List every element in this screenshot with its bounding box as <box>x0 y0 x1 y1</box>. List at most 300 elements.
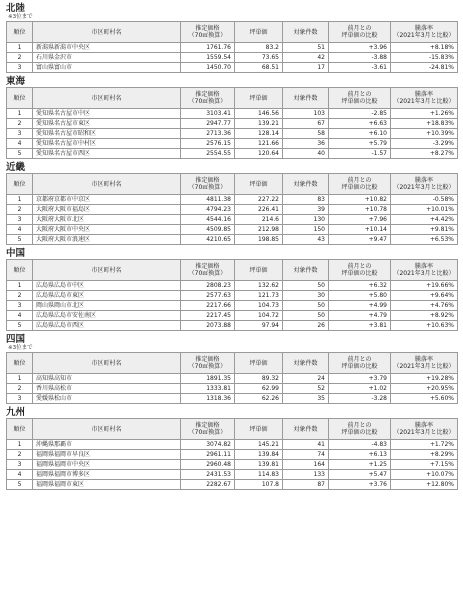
count-header <box>283 88 329 109</box>
city-header <box>33 353 181 374</box>
tsubo-cell: 83.2 <box>235 43 283 53</box>
rank-cell: 5 <box>7 480 33 490</box>
city-cell: 岡山県岡山市北区 <box>33 301 181 311</box>
tsubo-cell: 107.8 <box>235 480 283 490</box>
tsubo-cell: 62.26 <box>235 394 283 404</box>
price-header <box>181 353 235 374</box>
mom-cell: +5.79 <box>329 139 391 149</box>
price-cell: 2808.23 <box>181 281 235 291</box>
price-cell: 3074.82 <box>181 440 235 450</box>
count-cell: 41 <box>283 440 329 450</box>
rank-cell: 1 <box>7 195 33 205</box>
city-header-text: 市区町村名 <box>91 425 122 433</box>
city-cell: 福岡県福岡市東区 <box>33 480 181 490</box>
count-cell: 39 <box>283 205 329 215</box>
count-header <box>283 353 329 374</box>
rate-header <box>391 260 458 281</box>
mom-cell: +10.78 <box>329 205 391 215</box>
price-cell: 2576.15 <box>181 139 235 149</box>
tsubo-header-text: 坪単価 <box>249 180 268 188</box>
rate-cell: +19.66% <box>391 281 458 291</box>
price-cell: 1318.36 <box>181 394 235 404</box>
count-cell: 30 <box>283 291 329 301</box>
table-row <box>7 43 458 53</box>
price-cell: 2217.66 <box>181 301 235 311</box>
count-cell: 67 <box>283 119 329 129</box>
rate-cell: +10.39% <box>391 129 458 139</box>
table-row <box>7 53 458 63</box>
tsubo-cell: 120.64 <box>235 149 283 159</box>
rank-cell: 4 <box>7 470 33 480</box>
region-title: 中国 <box>6 248 26 259</box>
city-cell: 福岡県福岡市中央区 <box>33 460 181 470</box>
price-header-text: 推定価格 <box>195 177 220 184</box>
rate-cell: +8.92% <box>391 311 458 321</box>
mom-cell: -3.61 <box>329 63 391 73</box>
price-header <box>181 22 235 43</box>
rank-cell: 3 <box>7 394 33 404</box>
region-note: ※3位まで <box>8 345 33 351</box>
tsubo-cell: 139.81 <box>235 460 283 470</box>
price-header-text: （70㎡換算） <box>188 429 227 436</box>
city-cell: 石川県金沢市 <box>33 53 181 63</box>
mom-cell: -3.88 <box>329 53 391 63</box>
tsubo-cell: 139.21 <box>235 119 283 129</box>
rate-header-text: 騰落率 <box>414 177 433 184</box>
rank-cell: 3 <box>7 63 33 73</box>
rate-header-text: 騰落率 <box>414 263 433 270</box>
rank-cell: 1 <box>7 281 33 291</box>
rate-header <box>391 174 458 195</box>
rank-cell: 2 <box>7 450 33 460</box>
count-header-text: 対象件数 <box>293 266 318 274</box>
rate-header-text: （2021年3月と比較） <box>393 98 455 105</box>
rate-cell: -15.83% <box>391 53 458 63</box>
mom-cell: +6.63 <box>329 119 391 129</box>
table-row <box>7 460 458 470</box>
mom-header <box>329 419 391 440</box>
price-cell: 4509.85 <box>181 225 235 235</box>
count-cell: 50 <box>283 311 329 321</box>
count-cell: 42 <box>283 53 329 63</box>
table-row <box>7 480 458 490</box>
rate-cell: +9.64% <box>391 291 458 301</box>
price-cell: 2947.77 <box>181 119 235 129</box>
count-cell: 130 <box>283 215 329 225</box>
tsubo-header <box>235 419 283 440</box>
header-row <box>7 260 458 281</box>
mom-cell: +3.96 <box>329 43 391 53</box>
rank-cell: 2 <box>7 53 33 63</box>
rank-header-text: 順位 <box>13 359 26 367</box>
tsubo-cell: 68.51 <box>235 63 283 73</box>
tsubo-header-text: 坪単価 <box>249 359 268 367</box>
price-header <box>181 419 235 440</box>
mom-cell: +1.02 <box>329 384 391 394</box>
city-cell: 新潟県新潟市中央区 <box>33 43 181 53</box>
mom-header-text: 坪単価の比較 <box>341 363 378 370</box>
count-cell: 40 <box>283 149 329 159</box>
tsubo-cell: 212.98 <box>235 225 283 235</box>
ranking-table <box>6 418 458 490</box>
rank-cell: 1 <box>7 43 33 53</box>
table-row <box>7 119 458 129</box>
table-row <box>7 225 458 235</box>
tsubo-header <box>235 88 283 109</box>
city-cell: 大阪府大阪市中央区 <box>33 225 181 235</box>
rate-cell: -3.29% <box>391 139 458 149</box>
tsubo-cell: 226.41 <box>235 205 283 215</box>
price-header-text: 推定価格 <box>195 25 220 32</box>
table-row <box>7 394 458 404</box>
mom-cell: +10.82 <box>329 195 391 205</box>
rank-cell: 5 <box>7 321 33 331</box>
city-cell: 福岡県福岡市早良区 <box>33 450 181 460</box>
tsubo-header-text: 坪単価 <box>249 94 268 102</box>
rank-header <box>7 88 33 109</box>
rank-header-text: 順位 <box>13 180 26 188</box>
price-cell: 4544.16 <box>181 215 235 225</box>
price-header <box>181 88 235 109</box>
mom-header-text: 前月との <box>347 25 372 32</box>
count-cell: 50 <box>283 281 329 291</box>
rank-cell: 5 <box>7 149 33 159</box>
price-cell: 2554.55 <box>181 149 235 159</box>
city-cell: 香川県高松市 <box>33 384 181 394</box>
mom-cell: +6.10 <box>329 129 391 139</box>
count-cell: 87 <box>283 480 329 490</box>
table-row <box>7 311 458 321</box>
mom-cell: +3.76 <box>329 480 391 490</box>
count-header <box>283 174 329 195</box>
rate-cell: +20.95% <box>391 384 458 394</box>
rate-cell: +7.15% <box>391 460 458 470</box>
ranking-table <box>6 352 458 404</box>
ranking-table <box>6 259 458 331</box>
table-row <box>7 235 458 245</box>
count-header-text: 対象件数 <box>293 425 318 433</box>
mom-header-text: 前月との <box>347 263 372 270</box>
mom-header-text: 坪単価の比較 <box>341 98 378 105</box>
rank-cell: 1 <box>7 109 33 119</box>
table-row <box>7 301 458 311</box>
rate-cell: +19.28% <box>391 374 458 384</box>
ranking-table <box>6 21 458 73</box>
city-header-text: 市区町村名 <box>91 359 122 367</box>
count-cell: 103 <box>283 109 329 119</box>
tsubo-cell: 198.85 <box>235 235 283 245</box>
count-cell: 17 <box>283 63 329 73</box>
rate-cell: +12.80% <box>391 480 458 490</box>
mom-cell: +5.47 <box>329 470 391 480</box>
city-header <box>33 419 181 440</box>
region-title: 近畿 <box>6 162 26 173</box>
price-cell: 2961.11 <box>181 450 235 460</box>
city-header <box>33 88 181 109</box>
mom-cell: -2.85 <box>329 109 391 119</box>
count-cell: 24 <box>283 374 329 384</box>
mom-header <box>329 353 391 374</box>
table-row <box>7 63 458 73</box>
table-row <box>7 291 458 301</box>
tsubo-cell: 89.32 <box>235 374 283 384</box>
count-cell: 26 <box>283 321 329 331</box>
city-header <box>33 260 181 281</box>
tsubo-cell: 214.6 <box>235 215 283 225</box>
tsubo-cell: 227.22 <box>235 195 283 205</box>
city-cell: 大阪府大阪市福島区 <box>33 205 181 215</box>
rank-cell: 1 <box>7 374 33 384</box>
table-row <box>7 384 458 394</box>
price-header-text: （70㎡換算） <box>188 270 227 277</box>
region-section <box>6 407 457 490</box>
city-header-text: 市区町村名 <box>91 266 122 274</box>
price-cell: 2577.63 <box>181 291 235 301</box>
price-cell: 2431.53 <box>181 470 235 480</box>
city-header <box>33 22 181 43</box>
region-section <box>6 3 457 73</box>
rate-header-text: 騰落率 <box>414 91 433 98</box>
rate-cell: +10.01% <box>391 205 458 215</box>
rank-cell: 3 <box>7 215 33 225</box>
mom-header-text: 前月との <box>347 356 372 363</box>
rate-header <box>391 419 458 440</box>
mom-header <box>329 88 391 109</box>
count-header-text: 対象件数 <box>293 359 318 367</box>
price-header-text: （70㎡換算） <box>188 32 227 39</box>
price-cell: 2713.36 <box>181 129 235 139</box>
price-cell: 4210.65 <box>181 235 235 245</box>
city-cell: 愛知県名古屋市西区 <box>33 149 181 159</box>
city-cell: 大阪府大阪市北区 <box>33 215 181 225</box>
price-header-text: （70㎡換算） <box>188 363 227 370</box>
mom-header-text: 前月との <box>347 422 372 429</box>
tsubo-cell: 97.94 <box>235 321 283 331</box>
price-header-text: 推定価格 <box>195 263 220 270</box>
price-header-text: （70㎡換算） <box>188 184 227 191</box>
count-header <box>283 22 329 43</box>
city-cell: 愛媛県松山市 <box>33 394 181 404</box>
ranking-table <box>6 173 458 245</box>
city-cell: 広島県広島市中区 <box>33 281 181 291</box>
tsubo-cell: 139.84 <box>235 450 283 460</box>
mom-cell: +10.14 <box>329 225 391 235</box>
count-header-text: 対象件数 <box>293 94 318 102</box>
tsubo-header-text: 坪単価 <box>249 266 268 274</box>
count-cell: 50 <box>283 301 329 311</box>
region-section <box>6 76 457 159</box>
tsubo-header-text: 坪単価 <box>249 425 268 433</box>
rank-header-text: 順位 <box>13 28 26 36</box>
table-row <box>7 321 458 331</box>
rate-header-text: 騰落率 <box>414 422 433 429</box>
count-cell: 52 <box>283 384 329 394</box>
header-row <box>7 419 458 440</box>
rank-cell: 2 <box>7 119 33 129</box>
table-row <box>7 139 458 149</box>
city-cell: 福岡県福岡市博多区 <box>33 470 181 480</box>
table-row <box>7 215 458 225</box>
rank-header <box>7 419 33 440</box>
mom-header-text: 前月との <box>347 91 372 98</box>
count-header <box>283 419 329 440</box>
price-header <box>181 174 235 195</box>
mom-header-text: 坪単価の比較 <box>341 32 378 39</box>
city-header-text: 市区町村名 <box>91 94 122 102</box>
header-row <box>7 174 458 195</box>
city-cell: 愛知県名古屋市昭和区 <box>33 129 181 139</box>
count-cell: 43 <box>283 235 329 245</box>
price-header <box>181 260 235 281</box>
city-header-text: 市区町村名 <box>91 28 122 36</box>
rate-cell: +8.27% <box>391 149 458 159</box>
count-header-text: 対象件数 <box>293 180 318 188</box>
tsubo-cell: 104.72 <box>235 311 283 321</box>
table-row <box>7 195 458 205</box>
mom-cell: +7.96 <box>329 215 391 225</box>
city-cell: 京都府京都市中京区 <box>33 195 181 205</box>
mom-header-text: 坪単価の比較 <box>341 429 378 436</box>
rate-cell: +5.60% <box>391 394 458 404</box>
count-cell: 36 <box>283 139 329 149</box>
region-section <box>6 334 457 404</box>
rank-cell: 3 <box>7 460 33 470</box>
region-note: ※3位まで <box>8 14 33 20</box>
header-row <box>7 88 458 109</box>
city-cell: 広島県広島市安佐南区 <box>33 311 181 321</box>
mom-header <box>329 174 391 195</box>
price-cell: 1891.35 <box>181 374 235 384</box>
price-header-text: 推定価格 <box>195 356 220 363</box>
tsubo-cell: 114.83 <box>235 470 283 480</box>
mom-cell: +3.79 <box>329 374 391 384</box>
mom-cell: +3.81 <box>329 321 391 331</box>
price-cell: 2282.67 <box>181 480 235 490</box>
table-row <box>7 149 458 159</box>
city-cell: 富山県富山市 <box>33 63 181 73</box>
mom-cell: +4.99 <box>329 301 391 311</box>
price-cell: 1761.76 <box>181 43 235 53</box>
region-section <box>6 248 457 331</box>
count-cell: 150 <box>283 225 329 235</box>
price-cell: 2217.45 <box>181 311 235 321</box>
rank-header <box>7 22 33 43</box>
city-header <box>33 174 181 195</box>
price-cell: 4794.23 <box>181 205 235 215</box>
price-cell: 1333.81 <box>181 384 235 394</box>
mom-header <box>329 260 391 281</box>
count-header-text: 対象件数 <box>293 28 318 36</box>
table-row <box>7 374 458 384</box>
count-header <box>283 260 329 281</box>
tsubo-cell: 73.65 <box>235 53 283 63</box>
city-cell: 愛知県名古屋市中村区 <box>33 139 181 149</box>
rate-cell: -24.81% <box>391 63 458 73</box>
price-cell: 1559.54 <box>181 53 235 63</box>
table-row <box>7 470 458 480</box>
rate-header-text: （2021年3月と比較） <box>393 429 455 436</box>
rank-header <box>7 174 33 195</box>
region-title: 東海 <box>6 76 26 87</box>
city-cell: 愛知県名古屋市東区 <box>33 119 181 129</box>
rank-cell: 3 <box>7 129 33 139</box>
rate-header-text: 騰落率 <box>414 25 433 32</box>
table-row <box>7 281 458 291</box>
price-cell: 1450.70 <box>181 63 235 73</box>
tsubo-cell: 145.21 <box>235 440 283 450</box>
tsubo-cell: 104.73 <box>235 301 283 311</box>
rank-header-text: 順位 <box>13 425 26 433</box>
region-title: 九州 <box>6 407 26 418</box>
rank-cell: 4 <box>7 311 33 321</box>
mom-cell: -1.57 <box>329 149 391 159</box>
rank-cell: 3 <box>7 301 33 311</box>
rate-header-text: （2021年3月と比較） <box>393 363 455 370</box>
rate-header <box>391 88 458 109</box>
table-row <box>7 109 458 119</box>
rate-cell: +6.53% <box>391 235 458 245</box>
tsubo-header <box>235 174 283 195</box>
rate-header-text: 騰落率 <box>414 356 433 363</box>
rate-header <box>391 353 458 374</box>
count-cell: 83 <box>283 195 329 205</box>
mom-cell: +6.13 <box>329 450 391 460</box>
tsubo-cell: 128.14 <box>235 129 283 139</box>
rate-cell: +9.81% <box>391 225 458 235</box>
mom-header-text: 前月との <box>347 177 372 184</box>
city-cell: 大阪府大阪市浪速区 <box>33 235 181 245</box>
rank-header-text: 順位 <box>13 266 26 274</box>
count-cell: 74 <box>283 450 329 460</box>
price-cell: 4811.38 <box>181 195 235 205</box>
tsubo-header <box>235 353 283 374</box>
mom-cell: +1.25 <box>329 460 391 470</box>
rank-cell: 2 <box>7 384 33 394</box>
rate-cell: +1.26% <box>391 109 458 119</box>
mom-header-text: 坪単価の比較 <box>341 270 378 277</box>
rate-cell: +8.29% <box>391 450 458 460</box>
rate-cell: +4.76% <box>391 301 458 311</box>
rank-header-text: 順位 <box>13 94 26 102</box>
rate-header-text: （2021年3月と比較） <box>393 184 455 191</box>
rank-cell: 1 <box>7 440 33 450</box>
count-cell: 164 <box>283 460 329 470</box>
tsubo-cell: 121.73 <box>235 291 283 301</box>
rate-header-text: （2021年3月と比較） <box>393 32 455 39</box>
mom-cell: +4.79 <box>329 311 391 321</box>
region-section <box>6 162 457 245</box>
city-cell: 広島県広島市東区 <box>33 291 181 301</box>
mom-cell: -3.28 <box>329 394 391 404</box>
tsubo-header <box>235 260 283 281</box>
count-cell: 58 <box>283 129 329 139</box>
rate-cell: +4.42% <box>391 215 458 225</box>
count-cell: 35 <box>283 394 329 404</box>
mom-cell: +5.80 <box>329 291 391 301</box>
price-cell: 3103.41 <box>181 109 235 119</box>
region-title: 北陸 <box>6 3 26 14</box>
rate-header <box>391 22 458 43</box>
rank-cell: 4 <box>7 225 33 235</box>
rank-cell: 2 <box>7 205 33 215</box>
mom-cell: +9.47 <box>329 235 391 245</box>
rank-cell: 5 <box>7 235 33 245</box>
city-cell: 愛知県名古屋市中区 <box>33 109 181 119</box>
rank-header <box>7 353 33 374</box>
tsubo-cell: 121.66 <box>235 139 283 149</box>
city-cell: 沖縄県那覇市 <box>33 440 181 450</box>
table-row <box>7 450 458 460</box>
